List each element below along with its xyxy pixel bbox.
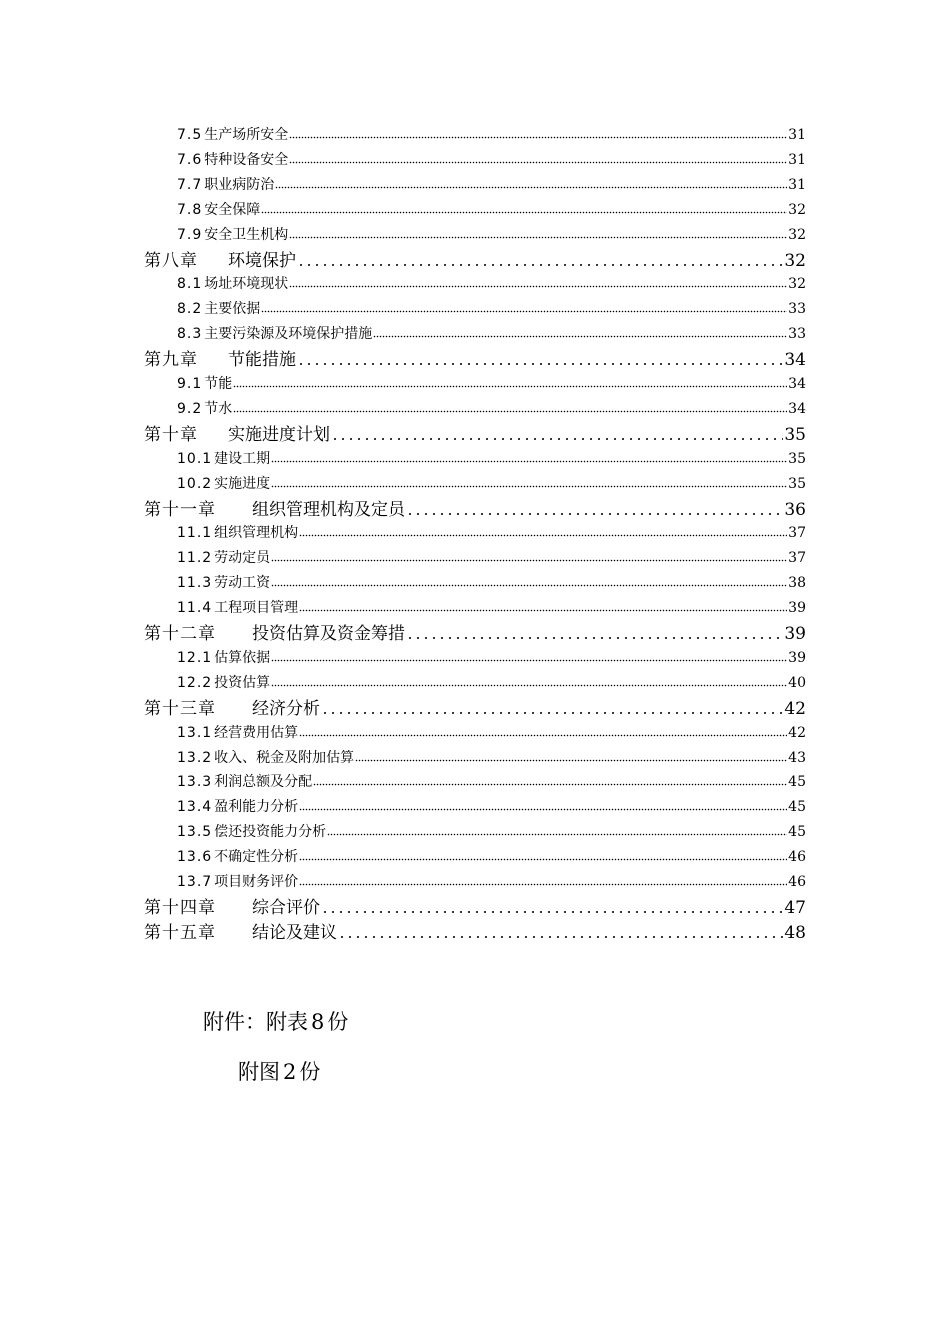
toc-chapter-entry[interactable]: [144, 622, 806, 646]
toc-dot-leader: [271, 684, 787, 688]
toc-entry-number: 第十二章: [144, 624, 216, 644]
toc-entry-title: 利润总额及分配: [214, 774, 313, 791]
toc-entry-page-number: 43: [788, 749, 806, 766]
toc-entry-title: 节水: [204, 400, 233, 417]
toc-entry-title: 结论及建议: [252, 922, 337, 943]
toc-chapter-entry[interactable]: [144, 423, 806, 447]
toc-entry-title: 节能: [204, 376, 233, 392]
toc-entry-number: 9.2: [177, 400, 203, 417]
toc-entry-title: 特种设备安全: [204, 151, 289, 168]
toc-entry-page-number: 31: [788, 176, 806, 193]
toc-entry-number: 8.3: [177, 326, 203, 343]
toc-entry-number: 10.1: [177, 450, 213, 467]
toc-entry-page-number: 37: [788, 550, 806, 567]
toc-entry-number: 第八章: [144, 250, 198, 271]
toc-entry-page-number: 33: [788, 301, 806, 318]
toc-entry-page-number: 31: [788, 151, 806, 168]
toc-dot-leader: [289, 236, 787, 240]
toc-section-entry[interactable]: [177, 747, 806, 769]
toc-entry-number: 13.3: [177, 774, 213, 791]
toc-section-entry[interactable]: [177, 522, 806, 544]
toc-section-entry[interactable]: [177, 846, 806, 868]
toc-dot-leader: [299, 883, 787, 887]
toc-section-entry[interactable]: [177, 373, 806, 395]
attachments-line-2: [238, 1056, 320, 1086]
toc-entry-title: 组织管理机构: [214, 525, 299, 542]
toc-dot-leader: [261, 310, 787, 314]
attachments-figure-label: 附图: [238, 1060, 280, 1084]
toc-dot-leader: [233, 410, 787, 414]
toc-dot-leader: [275, 186, 787, 190]
toc-entry-number: 第十三章: [144, 698, 216, 719]
toc-section-entry[interactable]: [177, 174, 806, 196]
toc-entry-page-number: 35: [784, 424, 806, 445]
toc-entry-page-number: 39: [788, 649, 806, 666]
toc-entry-page-number: 32: [788, 226, 806, 243]
toc-dot-leader: [321, 711, 783, 715]
toc-entry-number: 13.4: [177, 799, 213, 816]
toc-section-entry[interactable]: [177, 572, 806, 594]
toc-section-entry[interactable]: [177, 124, 806, 146]
toc-entry-page-number: 39: [788, 600, 806, 617]
toc-entry-page-number: 37: [788, 525, 806, 542]
toc-entry-page-number: 39: [784, 624, 806, 644]
toc-entry-number: 12.2: [177, 674, 213, 691]
toc-entry-title: 生产场所安全: [204, 127, 289, 143]
toc-chapter-entry[interactable]: [144, 249, 806, 273]
toc-entry-title: 经营费用估算: [214, 724, 299, 741]
toc-entry-number: 13.2: [177, 749, 213, 766]
toc-entry-number: 12.1: [177, 649, 213, 666]
toc-entry-page-number: 34: [784, 350, 806, 371]
toc-entry-number: 8.1: [177, 276, 203, 293]
toc-section-entry[interactable]: [177, 796, 806, 818]
toc-section-entry[interactable]: [177, 771, 806, 793]
toc-entry-number: 7.6: [177, 151, 203, 168]
toc-entry-page-number: 35: [788, 475, 806, 492]
toc-entry-number: 13.5: [177, 824, 213, 841]
toc-section-entry[interactable]: [177, 398, 806, 420]
toc-entry-page-number: 42: [788, 724, 806, 741]
toc-entry-title: 实施进度计划: [228, 424, 330, 445]
toc-chapter-entry[interactable]: [144, 921, 806, 945]
toc-chapter-entry[interactable]: [144, 697, 806, 721]
toc-section-entry[interactable]: [177, 672, 806, 694]
toc-entry-number: 第九章: [144, 350, 198, 371]
toc-dot-leader: [313, 783, 787, 787]
toc-dot-leader: [289, 285, 787, 289]
toc-entry-page-number: 33: [788, 326, 806, 343]
toc-dot-leader: [297, 362, 783, 366]
attachments-table-count: 8: [311, 1010, 325, 1034]
toc-entry-number: 13.6: [177, 849, 213, 866]
toc-dot-leader: [373, 335, 787, 339]
toc-entry-title: 收入、税金及附加估算: [214, 749, 355, 766]
attachments-figure-unit: 份: [299, 1060, 321, 1084]
toc-entry-number: 第十四章: [144, 897, 216, 918]
toc-entry-page-number: 46: [788, 849, 806, 866]
toc-dot-leader: [327, 833, 787, 837]
toc-entry-title: 估算依据: [214, 649, 271, 666]
attachments-line-1: [203, 1006, 348, 1036]
toc-entry-number: 11.2: [177, 550, 213, 567]
toc-section-entry[interactable]: [177, 871, 806, 893]
toc-entry-page-number: 32: [784, 250, 806, 271]
toc-section-entry[interactable]: [177, 597, 806, 619]
toc-entry-title: 项目财务评价: [214, 874, 299, 890]
toc-entry-page-number: 40: [788, 674, 806, 691]
toc-entry-title: 节能措施: [228, 350, 296, 371]
toc-dot-leader: [321, 910, 783, 914]
toc-chapter-entry[interactable]: [144, 348, 806, 372]
toc-dot-leader: [233, 385, 787, 389]
toc-dot-leader: [406, 636, 783, 640]
toc-entry-title: 劳动定员: [214, 550, 271, 567]
toc-section-entry[interactable]: [177, 224, 806, 246]
toc-dot-leader: [299, 808, 787, 812]
toc-section-entry[interactable]: [177, 821, 806, 843]
toc-dot-leader: [299, 534, 787, 538]
toc-entry-number: 8.2: [177, 301, 203, 318]
toc-entry-title: 建设工期: [214, 450, 271, 467]
toc-dot-leader: [261, 211, 787, 215]
toc-section-entry[interactable]: [177, 547, 806, 569]
toc-entry-title: 职业病防治: [204, 176, 275, 193]
toc-entry-page-number: 45: [788, 799, 806, 816]
toc-entry-number: 10.2: [177, 475, 213, 492]
toc-dot-leader: [331, 437, 783, 441]
toc-dot-leader: [271, 559, 787, 563]
toc-dot-leader: [271, 659, 787, 663]
toc-entry-number: 11.1: [177, 525, 213, 542]
toc-entry-page-number: 32: [788, 201, 806, 218]
toc-entry-page-number: 42: [784, 698, 806, 719]
toc-entry-number: 第十一章: [144, 499, 216, 520]
attachments-figure-count: 2: [283, 1060, 297, 1084]
toc-entry-page-number: 34: [788, 376, 806, 392]
toc-entry-title: 综合评价: [252, 897, 320, 918]
toc-entry-title: 安全保障: [204, 201, 261, 218]
toc-section-entry[interactable]: [177, 647, 806, 669]
toc-entry-number: 第十五章: [144, 922, 216, 943]
toc-section-entry[interactable]: [177, 323, 806, 345]
toc-section-entry[interactable]: [177, 298, 806, 320]
toc-dot-leader: [297, 263, 783, 267]
toc-entry-title: 不确定性分析: [214, 849, 299, 866]
toc-entry-number: 第十章: [144, 424, 198, 445]
toc-entry-page-number: 31: [788, 127, 806, 143]
toc-section-entry[interactable]: [177, 473, 806, 495]
toc-dot-leader: [271, 485, 787, 489]
toc-dot-leader: [271, 460, 787, 464]
toc-entry-page-number: 32: [788, 276, 806, 293]
toc-entry-number: 11.3: [177, 575, 213, 592]
toc-entry-number: 7.9: [177, 226, 203, 243]
toc-entry-page-number: 47: [784, 897, 806, 918]
toc-section-entry[interactable]: [177, 149, 806, 171]
toc-entry-title: 场址环境现状: [204, 276, 289, 293]
toc-entry-number: 13.7: [177, 874, 213, 890]
toc-entry-page-number: 45: [788, 824, 806, 841]
toc-entry-number: 7.5: [177, 127, 203, 143]
toc-entry-title: 偿还投资能力分析: [214, 824, 327, 841]
toc-entry-number: 7.8: [177, 201, 203, 218]
toc-entry-page-number: 48: [784, 922, 806, 943]
toc-entry-title: 投资估算及资金筹措: [252, 624, 405, 644]
toc-entry-title: 安全卫生机构: [204, 226, 289, 243]
toc-entry-title: 劳动工资: [214, 575, 271, 592]
toc-entry-page-number: 38: [788, 575, 806, 592]
attachments-table-unit: 份: [327, 1010, 349, 1034]
toc-chapter-entry[interactable]: [144, 498, 806, 522]
toc-dot-leader: [289, 136, 787, 140]
toc-entry-title: 投资估算: [214, 674, 271, 691]
toc-entry-title: 经济分析: [252, 698, 320, 719]
toc-entry-number: 7.7: [177, 176, 203, 193]
toc-dot-leader: [289, 161, 787, 165]
toc-entry-title: 盈利能力分析: [214, 799, 299, 816]
toc-entry-number: 13.1: [177, 724, 213, 741]
toc-entry-title: 工程项目管理: [214, 600, 299, 617]
toc-dot-leader: [338, 935, 783, 939]
toc-entry-page-number: 35: [788, 450, 806, 467]
toc-entry-page-number: 36: [784, 499, 806, 520]
toc-entry-title: 环境保护: [228, 250, 296, 271]
toc-section-entry[interactable]: [177, 448, 806, 470]
toc-entry-number: 11.4: [177, 600, 213, 617]
toc-chapter-entry[interactable]: [144, 896, 806, 920]
toc-entry-title: 实施进度: [214, 475, 271, 492]
attachments-label: 附件：附表: [203, 1010, 308, 1034]
toc-dot-leader: [406, 512, 783, 516]
toc-entry-number: 9.1: [177, 376, 203, 392]
toc-entry-page-number: 46: [788, 874, 806, 890]
toc-section-entry[interactable]: [177, 199, 806, 221]
toc-dot-leader: [299, 609, 787, 613]
toc-entry-title: 主要依据: [204, 301, 261, 318]
toc-section-entry[interactable]: [177, 722, 806, 744]
toc-dot-leader: [271, 584, 787, 588]
toc-dot-leader: [299, 734, 787, 738]
toc-entry-title: 组织管理机构及定员: [252, 499, 405, 520]
toc-section-entry[interactable]: [177, 273, 806, 295]
toc-entry-page-number: 34: [788, 400, 806, 417]
toc-dot-leader: [299, 858, 787, 862]
toc-dot-leader: [355, 759, 787, 763]
toc-entry-title: 主要污染源及环境保护措施: [204, 326, 373, 343]
toc-entry-page-number: 45: [788, 774, 806, 791]
